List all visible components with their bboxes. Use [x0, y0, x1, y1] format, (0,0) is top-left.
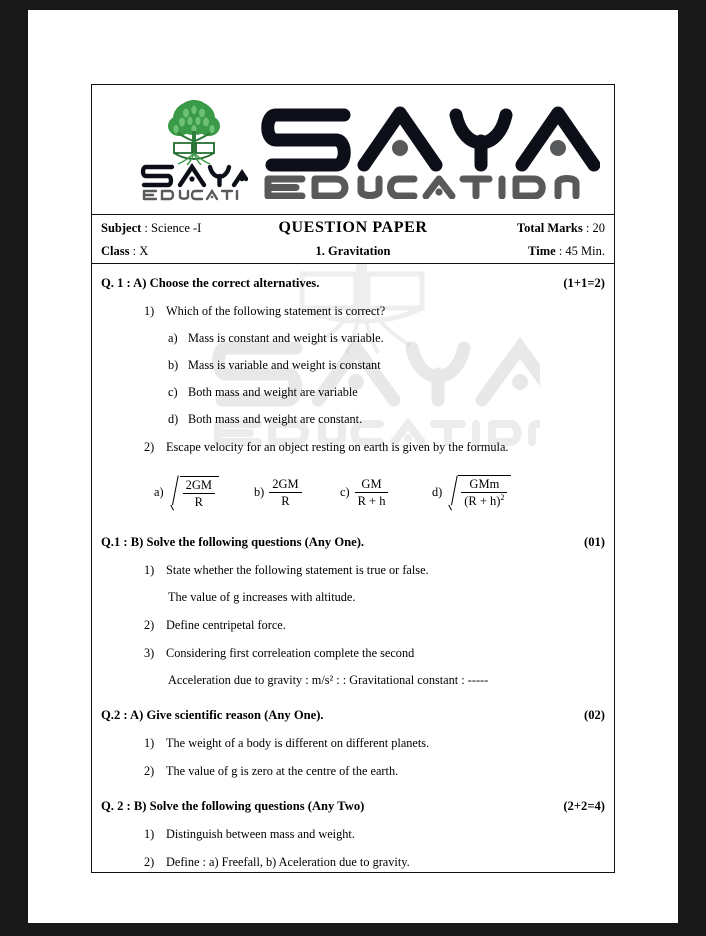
question-item	[92, 440, 614, 455]
question-item	[92, 736, 614, 751]
q2a-marks: (02)	[584, 708, 605, 722]
class-label: Class	[101, 244, 130, 258]
option-text: Mass is constant and weight is variable.	[188, 331, 384, 345]
q1b-marks: (01)	[584, 535, 605, 549]
question-item	[92, 827, 614, 842]
subject-value: : Science -I	[144, 221, 202, 235]
option-item	[92, 385, 614, 400]
time-value: : 45 Min.	[558, 244, 605, 258]
fraction-denominator: R + h	[357, 493, 386, 508]
fraction-numerator: 2GM	[269, 477, 301, 493]
question-item	[92, 764, 614, 779]
formula-option-c	[340, 469, 388, 515]
q1a-marks: (1+1=2)	[563, 276, 605, 290]
fraction-numerator: GMm	[461, 477, 507, 493]
option-item	[92, 358, 614, 373]
tree-book-logo-icon	[162, 99, 226, 165]
info-row-2	[92, 239, 614, 263]
total-marks-label: Total Marks	[516, 221, 583, 235]
question-number: 2)	[144, 618, 155, 632]
info-row-1	[92, 216, 614, 240]
sqrt-icon	[169, 476, 219, 509]
q2b-heading-text: Q. 2 : B) Solve the following questions (Any Two)	[101, 799, 365, 813]
option-letter: c)	[168, 385, 178, 399]
fraction	[183, 478, 215, 509]
question-text: Considering first correleation complete the second	[166, 646, 415, 660]
fraction-denominator: R	[281, 493, 290, 508]
total-marks-field	[517, 216, 605, 240]
q1a-heading-text: Q. 1 : A) Choose the correct alternatives.	[101, 276, 320, 290]
question-number: 3)	[144, 646, 155, 660]
formula-option-a	[154, 469, 219, 515]
question-subline: The value of g increases with altitude.	[168, 590, 356, 604]
question-number: 1)	[144, 563, 155, 577]
question-item	[92, 618, 614, 633]
fraction-denominator: $(R + h)^2$	[464, 493, 505, 509]
time-label: Time	[528, 244, 556, 258]
formula-letter: a)	[154, 484, 164, 499]
fraction-numerator: GM	[355, 477, 389, 493]
question-text: Define : a) Freefall, b) Aceleration due to gravity.	[166, 855, 410, 869]
sqrt-icon	[447, 475, 511, 508]
fraction	[461, 477, 507, 508]
question-number: 2)	[144, 855, 155, 869]
denominator-exponent: 2	[500, 493, 505, 503]
subject-label: Subject	[101, 221, 142, 235]
question-number: 1)	[144, 736, 155, 750]
question-item	[92, 855, 614, 870]
question-body	[92, 264, 614, 870]
school-logo	[138, 99, 248, 203]
q2b-marks: (2+2=4)	[563, 799, 605, 813]
radical-sign	[169, 476, 180, 509]
question-number: 2)	[144, 764, 155, 778]
option-letter: d)	[168, 412, 179, 426]
formula-options-row	[92, 469, 614, 515]
section-heading-q2b	[92, 799, 614, 814]
question-text: Which of the following statement is correct?	[166, 304, 386, 318]
question-text: Escape velocity for an object resting on earth is given by the formula.	[166, 440, 509, 454]
option-text: Both mass and weight are variable	[188, 385, 358, 399]
question-text: The value of g is zero at the centre of the earth.	[166, 764, 399, 778]
formula-option-b	[254, 469, 302, 515]
option-text: Both mass and weight are constant.	[188, 412, 363, 426]
radical-sign	[447, 475, 458, 508]
q1b-heading-text: Q.1 : B) Solve the following questions (Any One).	[101, 535, 365, 549]
question-text: The weight of a body is different on different planets.	[166, 736, 430, 750]
question-item	[92, 304, 614, 319]
option-letter: b)	[168, 358, 179, 372]
formula-letter: d)	[432, 484, 443, 499]
page-title: QUESTION PAPER	[278, 219, 428, 236]
option-text: Mass is variable and weight is constant	[188, 358, 381, 372]
saya-education-small-wordmark	[138, 161, 248, 201]
saya-education-main-wordmark	[260, 101, 600, 199]
question-text: Define centripetal force.	[166, 618, 286, 632]
question-paper-box	[91, 84, 615, 873]
formula-option-d	[432, 469, 511, 515]
time-field	[528, 239, 605, 263]
total-marks-value: : 20	[585, 221, 605, 235]
question-item	[92, 646, 614, 661]
question-number: 1)	[144, 304, 155, 318]
section-heading-q1b	[92, 535, 614, 550]
fraction-denominator: R	[194, 494, 203, 509]
question-item	[92, 563, 614, 578]
class-value: : X	[132, 244, 149, 258]
option-item	[92, 331, 614, 346]
question-number: 1)	[144, 827, 155, 841]
fraction-numerator: 2GM	[183, 478, 215, 494]
exam-info-band	[92, 215, 614, 264]
q2a-heading-text: Q.2 : A) Give scientific reason (Any One).	[101, 708, 324, 722]
option-letter: a)	[168, 331, 178, 345]
question-text: Distinguish between mass and weight.	[166, 827, 355, 841]
option-item	[92, 412, 614, 427]
section-heading-q1a	[92, 276, 614, 291]
fraction	[269, 477, 301, 508]
question-number: 2)	[144, 440, 155, 454]
formula-letter: c)	[340, 484, 350, 499]
chapter-title: 1. Gravitation	[315, 244, 391, 258]
logo-header-band	[92, 85, 614, 215]
fraction	[355, 477, 389, 508]
formula-letter: b)	[254, 484, 265, 499]
section-heading-q2a	[92, 708, 614, 723]
question-subline: Acceleration due to gravity : m/s² : : Gravitational constant : -----	[168, 673, 489, 687]
question-text: State whether the following statement is true or false.	[166, 563, 429, 577]
paper-sheet	[28, 10, 678, 923]
